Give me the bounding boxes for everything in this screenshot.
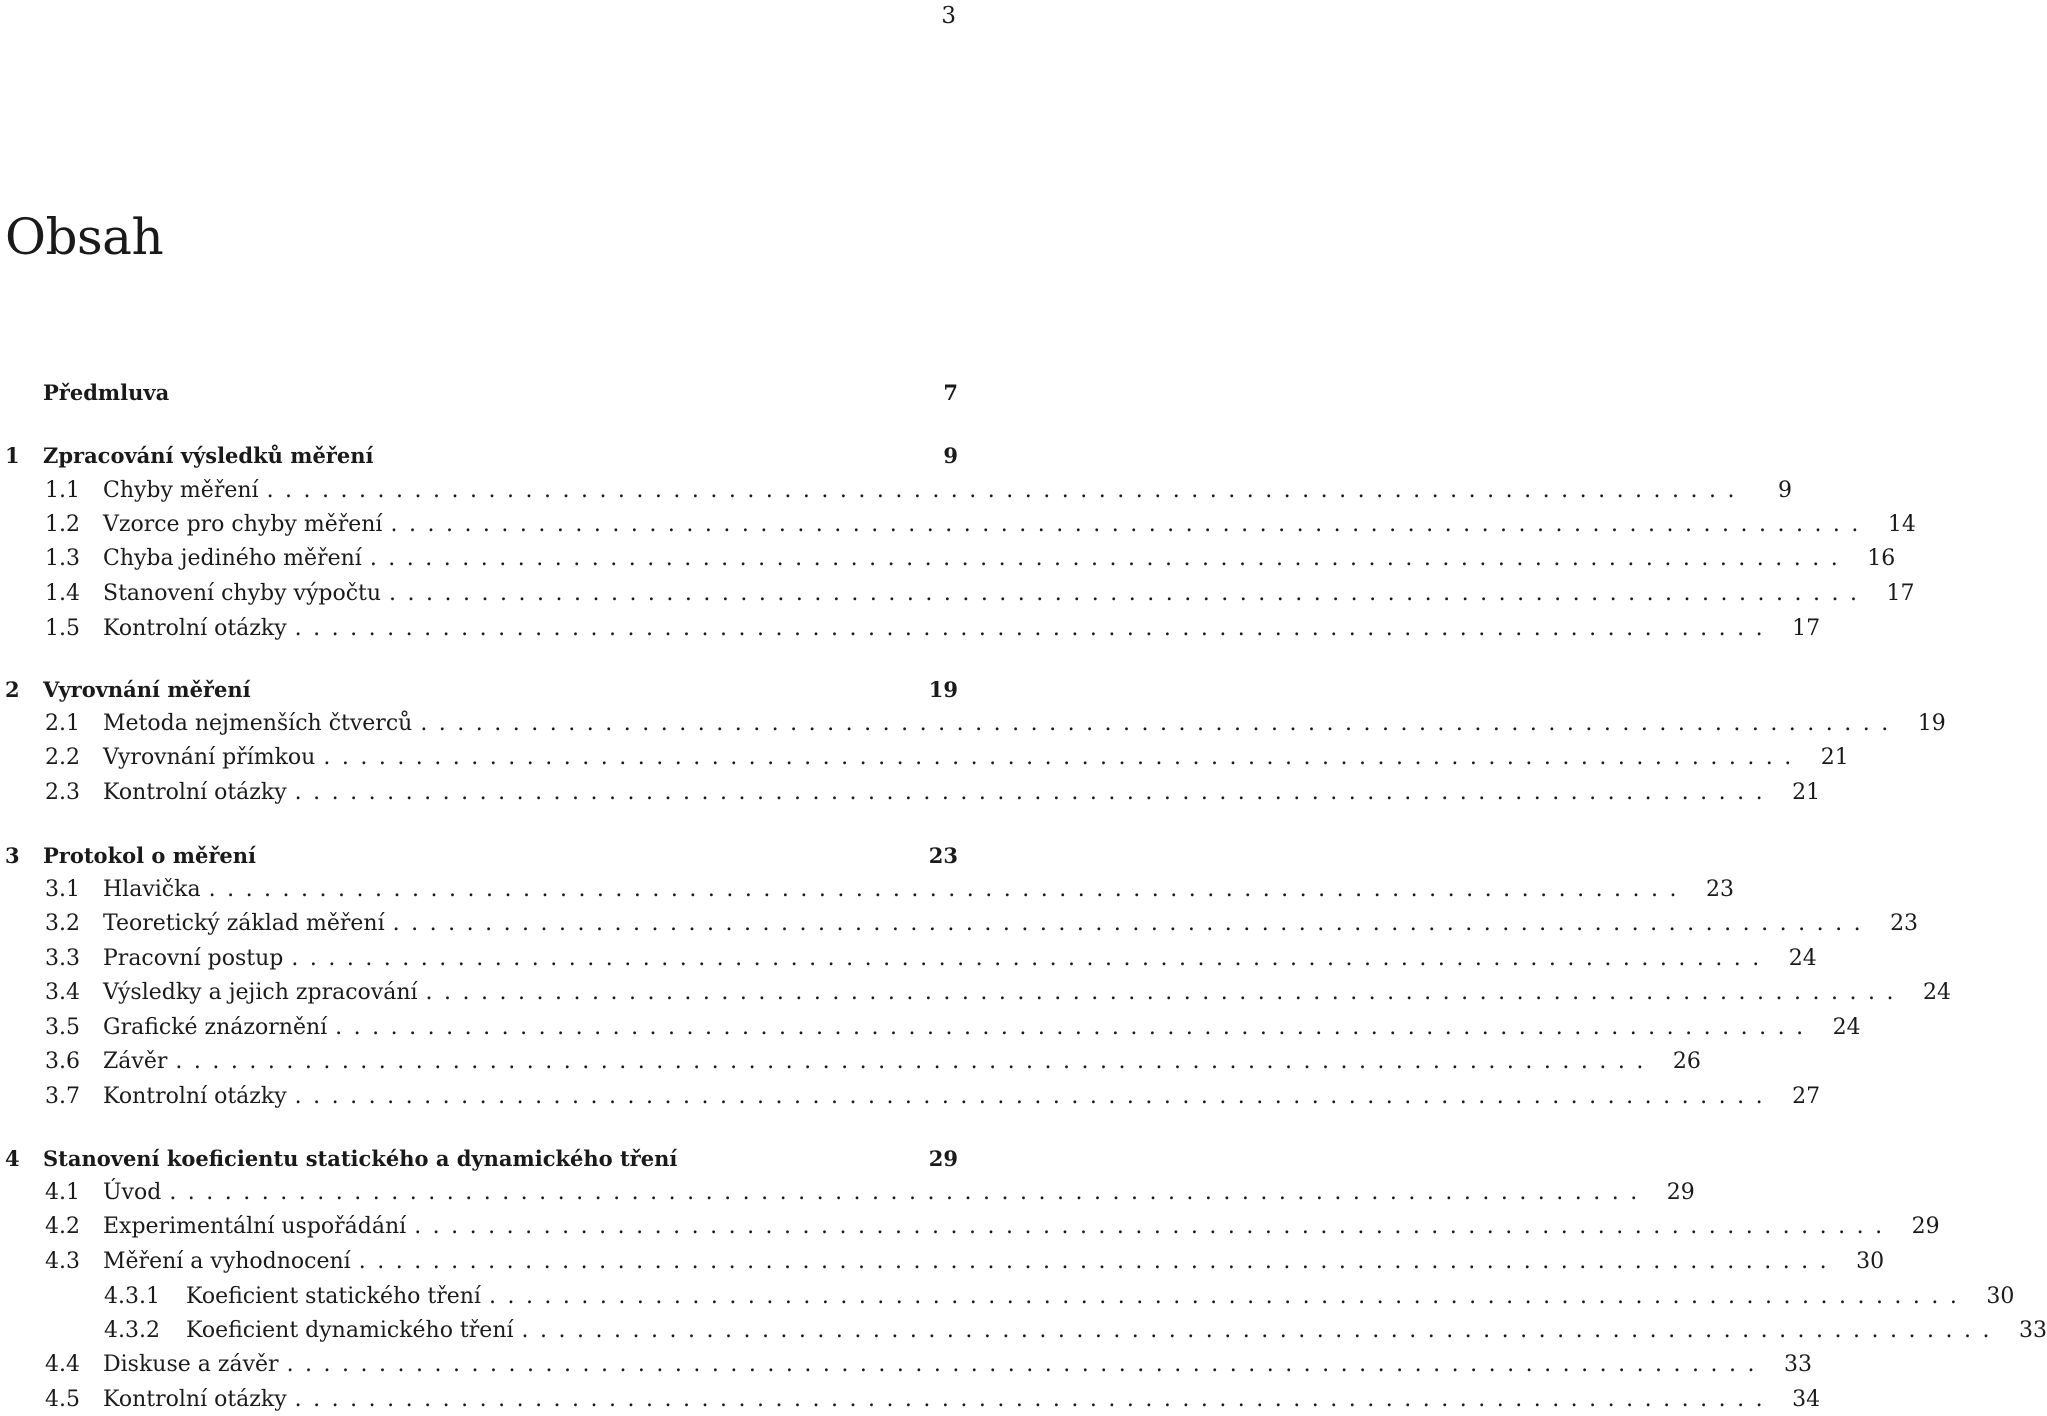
toc-section-entry[interactable]	[0, 872, 1735, 906]
toc-entry-number: 4.2	[45, 1213, 80, 1239]
toc-entry-page: 33	[1784, 1351, 1813, 1377]
toc-entry-number: 3.5	[45, 1014, 80, 1040]
toc-title: Obsah	[5, 208, 164, 266]
toc-section-entry[interactable]	[0, 1209, 1940, 1243]
toc-section-entry[interactable]	[0, 1347, 1813, 1381]
dot-leader: ................................................................................	[175, 1048, 1655, 1074]
toc-entry-title: Chyba jediného měření	[103, 545, 362, 571]
toc-section-entry[interactable]	[0, 1279, 2015, 1313]
dot-leader: ................................................................................	[335, 1014, 1815, 1040]
toc-entry-page: 7	[943, 379, 958, 405]
toc-section-entry[interactable]	[0, 706, 1946, 740]
toc-section-entry[interactable]	[0, 1244, 1885, 1278]
toc-entry-number: 4	[5, 1145, 20, 1171]
toc-entry-title: Koeficient dynamického tření	[186, 1317, 514, 1343]
toc-entry-page: 30	[1856, 1248, 1885, 1274]
toc-section-entry[interactable]	[0, 740, 1849, 774]
dot-leader: ................................................................................	[294, 1386, 1775, 1412]
toc-entry-number: 3.4	[45, 979, 80, 1005]
toc-entry-page: 21	[1820, 744, 1849, 770]
dot-leader: ................................................................................	[286, 1351, 1767, 1377]
toc-entry-title: Předmluva	[43, 379, 170, 405]
toc-entry-number: 3	[5, 842, 20, 868]
toc-entry-number: 1	[5, 442, 20, 468]
toc-chapter-entry[interactable]	[0, 438, 958, 472]
dot-leader: ................................................................................	[291, 945, 1771, 971]
toc-section-entry[interactable]	[0, 611, 1821, 645]
toc-entry-page: 29	[1911, 1213, 1940, 1239]
toc-entry-number: 4.1	[45, 1179, 80, 1205]
toc-entry-page: 24	[1922, 979, 1951, 1005]
toc-entry-number: 1.4	[45, 580, 80, 606]
toc-entry-title: Kontrolní otázky	[103, 1386, 287, 1412]
toc-section-entry[interactable]	[0, 775, 1821, 809]
dot-leader: ................................................................................	[521, 1317, 2001, 1343]
dot-leader: ................................................................................	[294, 779, 1775, 805]
toc-entry-page: 29	[928, 1145, 958, 1171]
toc-entry-number: 1.2	[45, 511, 80, 537]
toc-entry-page: 23	[928, 842, 958, 868]
toc-entry-title: Závěr	[103, 1048, 168, 1074]
toc-entry-page: 14	[1887, 511, 1916, 537]
dot-leader: ................................................................................	[294, 1083, 1775, 1109]
toc-section-entry[interactable]	[0, 975, 1951, 1009]
toc-section-entry[interactable]	[0, 1175, 1695, 1209]
toc-entry-title: Hlavička	[103, 876, 201, 902]
toc-entry-page: 23	[1706, 876, 1735, 902]
dot-leader: ................................................................................	[358, 1248, 1839, 1274]
toc-entry-page: 9	[943, 442, 958, 468]
toc-entry-title: Teoretický základ měření	[103, 910, 385, 936]
toc-entry-page: 29	[1666, 1179, 1695, 1205]
toc-entry-page: 17	[1886, 580, 1915, 606]
toc-entry-title: Měření a vyhodnocení	[103, 1248, 351, 1274]
toc-section-entry[interactable]	[0, 1079, 1821, 1113]
toc-entry-page: 17	[1792, 615, 1821, 641]
toc-entry-number: 2.2	[45, 744, 80, 770]
dot-leader: ................................................................................	[266, 477, 1747, 503]
toc-section-entry[interactable]	[0, 1313, 2047, 1347]
dot-leader: ................................................................................	[390, 511, 1870, 537]
toc-entry-title: Experimentální uspořádání	[103, 1213, 407, 1239]
toc-chapter-entry[interactable]	[0, 375, 958, 409]
toc-entry-number: 2.1	[45, 710, 80, 736]
toc-entry-title: Protokol o měření	[43, 842, 256, 868]
toc-entry-page: 26	[1672, 1048, 1701, 1074]
toc-entry-number: 4.3.2	[104, 1317, 160, 1343]
toc-entry-title: Diskuse a závěr	[103, 1351, 279, 1377]
toc-section-entry[interactable]	[0, 906, 1919, 940]
toc-entry-number: 4.5	[45, 1386, 80, 1412]
dot-leader: ................................................................................	[488, 1283, 1969, 1309]
toc-section-entry[interactable]	[0, 576, 1915, 610]
dot-leader: ................................................................................	[208, 876, 1689, 902]
toc-entry-number: 1.5	[45, 615, 80, 641]
toc-entry-title: Pracovní postup	[103, 945, 284, 971]
toc-section-entry[interactable]	[0, 1044, 1701, 1078]
toc-entry-title: Koeficient statického tření	[186, 1283, 481, 1309]
toc-entry-number: 1.3	[45, 545, 80, 571]
page-number: 3	[941, 3, 956, 29]
toc-entry-title: Úvod	[103, 1179, 162, 1205]
toc-entry-number: 3.3	[45, 945, 80, 971]
toc-entry-page: 24	[1788, 945, 1817, 971]
toc-entry-page: 27	[1792, 1083, 1821, 1109]
toc-entry-page: 9	[1778, 477, 1793, 503]
toc-entry-number: 4.3	[45, 1248, 80, 1274]
toc-section-entry[interactable]	[0, 541, 1896, 575]
toc-section-entry[interactable]	[0, 507, 1916, 541]
toc-entry-number: 2.3	[45, 779, 80, 805]
dot-leader: ................................................................................	[389, 580, 1869, 606]
toc-entry-number: 1.1	[45, 477, 80, 503]
toc-entry-page: 24	[1832, 1014, 1861, 1040]
toc-entry-page: 23	[1890, 910, 1919, 936]
toc-chapter-entry[interactable]	[0, 672, 958, 706]
toc-entry-title: Stanovení koeficientu statického a dynamického tření	[43, 1145, 678, 1171]
toc-entry-number: 3.6	[45, 1048, 80, 1074]
dot-leader: ................................................................................	[369, 545, 1850, 571]
toc-entry-title: Kontrolní otázky	[103, 1083, 287, 1109]
toc-entry-title: Metoda nejmenších čtverců	[103, 710, 413, 736]
toc-entry-page: 30	[1986, 1283, 2015, 1309]
toc-entry-page: 16	[1867, 545, 1896, 571]
dot-leader: ................................................................................	[169, 1179, 1649, 1205]
dot-leader: ................................................................................	[425, 979, 1905, 1005]
toc-entry-title: Kontrolní otázky	[103, 615, 287, 641]
toc-entry-page: 19	[928, 676, 958, 702]
toc-entry-title: Vyrovnání přímkou	[103, 744, 316, 770]
toc-entry-page: 19	[1917, 710, 1946, 736]
toc-entry-title: Zpracování výsledků měření	[43, 442, 374, 468]
toc-section-entry[interactable]	[0, 473, 1793, 507]
toc-entry-page: 34	[1792, 1386, 1821, 1412]
dot-leader: ................................................................................	[392, 910, 1873, 936]
toc-entry-title: Výsledky a jejich zpracování	[103, 979, 418, 1005]
toc-entry-number: 4.4	[45, 1351, 80, 1377]
toc-section-entry[interactable]	[0, 1382, 1821, 1416]
toc-entry-number: 4.3.1	[104, 1283, 160, 1309]
toc-chapter-entry[interactable]	[0, 1141, 958, 1175]
toc-section-entry[interactable]	[0, 1010, 1861, 1044]
toc-entry-title: Chyby měření	[103, 477, 259, 503]
toc-chapter-entry[interactable]	[0, 838, 958, 872]
toc-entry-title: Stanovení chyby výpočtu	[103, 580, 382, 606]
toc-section-entry[interactable]	[0, 941, 1817, 975]
toc-entry-title: Kontrolní otázky	[103, 779, 287, 805]
toc-entry-number: 3.2	[45, 910, 80, 936]
toc-entry-title: Vzorce pro chyby měření	[103, 511, 383, 537]
toc-entry-page: 33	[2018, 1317, 2047, 1343]
dot-leader: ................................................................................	[414, 1213, 1894, 1239]
dot-leader: ................................................................................	[323, 744, 1803, 770]
toc-entry-number: 3.7	[45, 1083, 80, 1109]
toc-entry-title: Vyrovnání měření	[43, 676, 251, 702]
dot-leader: ................................................................................	[294, 615, 1775, 641]
dot-leader: ................................................................................	[420, 710, 1900, 736]
toc-entry-title: Grafické znázornění	[103, 1014, 328, 1040]
toc-entry-number: 2	[5, 676, 20, 702]
toc-entry-number: 3.1	[45, 876, 80, 902]
toc-entry-page: 21	[1792, 779, 1821, 805]
